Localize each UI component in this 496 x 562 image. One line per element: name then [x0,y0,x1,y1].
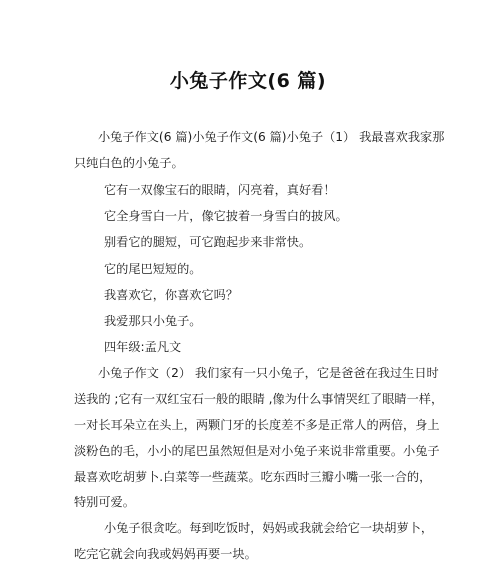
paragraph-line: 最喜欢吃胡萝卜.白菜等一些蔬菜。吃东西时三瓣小嘴一张一合的， [74,470,432,484]
paragraph-line: 它有一双像宝石的眼睛，闪亮着，真好看！ [104,183,336,197]
paragraph-line: 它全身雪白一片，像它披着一身雪白的披风。 [104,209,348,223]
paragraph-line: 送我的 ;它有一双红宝石一般的眼睛 ,像为什么事情哭红了眼睛一样， [74,392,444,406]
paragraph-line: 一对长耳朵立在头上，两颗门牙的长度差不多是正常人的两倍，身上 [74,418,440,432]
paragraph-line: 小兔子作文（2） 我们家有一只小兔子，它是爸爸在我过生日时 [98,366,439,380]
author-line: 四年级:孟凡文 [104,340,182,354]
paragraph-line: 它的尾巴短短的。 [104,262,202,276]
paragraph-line: 淡粉色的毛，小小的尾巴虽然短但是对小兔子来说非常重要。小兔子 [74,444,440,458]
paragraph-line: 只纯白色的小兔子。 [74,156,184,170]
paragraph-line: 小兔子作文(6 篇)小兔子作文(6 篇)小兔子（1） 我最喜欢我家那 [98,130,445,144]
paragraph-line: 我爱那只小兔子。 [104,314,202,328]
paragraph-line: 小兔子很贪吃。每到吃饭时，妈妈或我就会给它一块胡萝卜， [104,521,434,535]
paragraph-line: 特别可爱。 [74,495,135,509]
paragraph-line: 我喜欢它，你喜欢它吗？ [104,288,239,302]
paragraph-line: 别看它的腿短，可它跑起步来非常快。 [104,235,312,249]
paragraph-line: 吃完它就会向我或妈妈再要一块。 [74,547,257,561]
document-title: 小兔子作文(6 篇) [169,70,327,92]
